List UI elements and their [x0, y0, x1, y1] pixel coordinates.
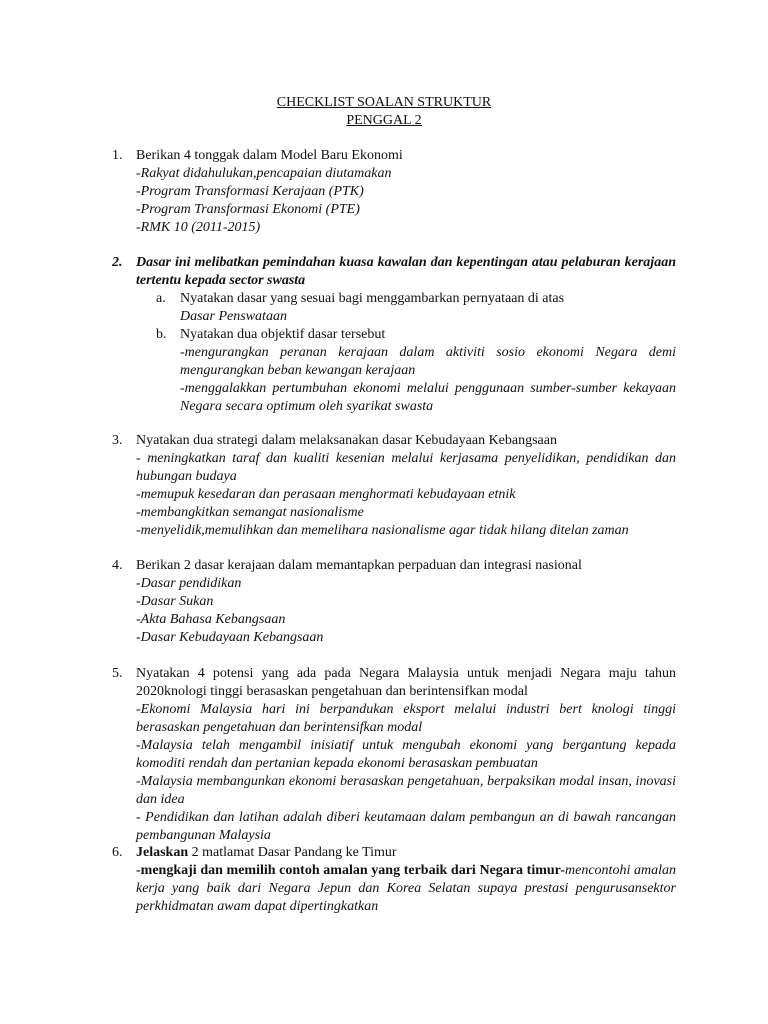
answer-line: -Akta Bahasa Kebangsaan: [136, 612, 286, 627]
question-number: 3.: [112, 433, 123, 448]
answer-line: -Program Transformasi Kerajaan (PTK): [136, 184, 364, 199]
question-number: 4.: [112, 558, 123, 573]
question-keyword: Jelaskan: [136, 845, 189, 860]
answer-line: -menggalakkan pertumbuhan ekonomi melalui penggunaan sumber-sumber kekayaan Negara secara optimum oleh syarikat swasta: [180, 381, 676, 414]
answer-line: -Ekonomi Malaysia hari ini berpandukan eksport melalui industri bert knologi tinggi berasaskan pengetahuan dan berintensifkan modal: [136, 702, 676, 735]
question-6: [112, 844, 676, 916]
answer-line: -Rakyat didahulukan,pencapaian diutamakan: [136, 166, 392, 181]
answer-line: -memupuk kesedaran dan perasaan menghormati kebudayaan etnik: [136, 487, 516, 502]
answer-line: - meningkatkan taraf dan kualiti kesenian melalui kerjasama penyelidikan, pendidikan dan hubungan budaya: [136, 451, 676, 484]
question-number: 2.: [112, 255, 123, 270]
question-4: [112, 557, 676, 647]
answer-line: -RMK 10 (2011-2015): [136, 220, 261, 235]
answer-line: -menyelidik,memulihkan dan memelihara nasionalisme agar tidak hilang ditelan zaman: [136, 523, 629, 538]
answer-line: Dasar Penswataan: [180, 309, 287, 324]
answer-line: -Dasar Sukan: [136, 594, 214, 609]
title-line-1: CHECKLIST SOALAN STRUKTUR: [276, 95, 492, 110]
sub-question-letter: b.: [156, 327, 167, 342]
answer-line: -Dasar Kebudayaan Kebangsaan: [136, 630, 324, 645]
question-2: [112, 254, 676, 416]
answer-paragraph: [136, 862, 676, 916]
question-rest: 2 matlamat Dasar Pandang ke Timur: [188, 845, 397, 860]
question-text: Nyatakan 4 potensi yang ada pada Negara Malaysia untuk menjadi Negara maju tahun 2020knologi tinggi berasaskan pengetahuan dan berintensifkan modal: [136, 666, 676, 699]
question-text: Nyatakan dua strategi dalam melaksanakan dasar Kebudayaan Kebangsaan: [136, 433, 557, 448]
sub-question-b: [132, 326, 676, 416]
answer-line: - Pendidikan dan latihan adalah diberi keutamaan dalam pembangun an di bawah rancangan pembangunan Malaysia: [136, 810, 676, 843]
question-number: 1.: [112, 148, 123, 163]
answer-italic-part: mencontohi amalan kerja yang baik dari Negara Jepun dan Korea Selatan supaya prestasi pengurusansektor perkhidmatan awam dapat dipertingkatkan: [136, 863, 676, 914]
sub-question-text: Nyatakan dua objektif dasar tersebut: [180, 327, 386, 342]
answer-line: -mengurangkan peranan kerajaan dalam aktiviti sosio ekonomi Negara demi mengurangkan beban kewangan kerajaan: [180, 345, 676, 378]
answer-line: -Program Transformasi Ekonomi (PTE): [136, 202, 360, 217]
question-text: Dasar ini melibatkan pemindahan kuasa kawalan dan kepentingan atau pelaburan kerajaan tertentu kepada sector swasta: [136, 255, 676, 288]
question-5: [112, 665, 676, 845]
sub-question-text: Nyatakan dasar yang sesuai bagi menggambarkan pernyataan di atas: [180, 291, 565, 306]
title-line-2: PENGGAL 2: [346, 113, 422, 128]
answer-line: -membangkitkan semangat nasionalisme: [136, 505, 364, 520]
document-title: [0, 94, 768, 130]
question-number: 6.: [112, 845, 123, 860]
answer-line: -Malaysia telah mengambil inisiatif untuk mengubah ekonomi yang bergantung kepada komoditi rendah dan pertanian kepada ekonomi berasaskan pembuatan: [136, 738, 676, 771]
answer-line: -Malaysia membangunkan ekonomi berasaskan pengetahuan, berpaksikan modal insan, inovasi dan idea: [136, 774, 676, 807]
sub-question-a: [132, 290, 676, 326]
question-number: 5.: [112, 666, 123, 681]
question-text: [136, 844, 676, 862]
answer-line: -Dasar pendidikan: [136, 576, 242, 591]
question-text: Berikan 2 dasar kerajaan dalam memantapkan perpaduan dan integrasi nasional: [136, 558, 582, 573]
question-text: Berikan 4 tonggak dalam Model Baru Ekonomi: [136, 148, 403, 163]
sub-question-letter: a.: [156, 291, 166, 306]
question-3: [112, 432, 676, 540]
answer-bold-part: -mengkaji dan memilih contoh amalan yang terbaik dari Negara timur-: [136, 863, 566, 878]
question-1: [112, 147, 676, 237]
